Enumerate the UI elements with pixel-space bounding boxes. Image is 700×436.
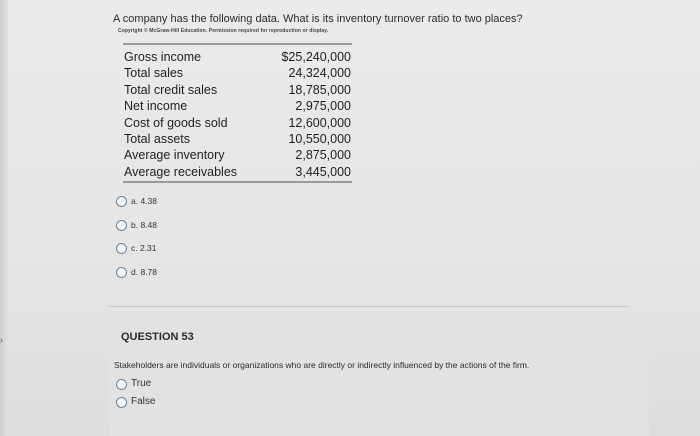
table-row (123, 131, 352, 147)
option-label: b. 8.48 (131, 219, 157, 230)
row-value: $25,240,000 (281, 50, 351, 64)
table-top-rule (123, 43, 352, 45)
row-value: 3,445,000 (295, 164, 351, 179)
table-bottom-rule (123, 181, 352, 183)
radio-button-icon[interactable] (116, 220, 127, 231)
row-value: 24,324,000 (288, 66, 351, 81)
table-row (123, 115, 352, 131)
radio-button-icon[interactable] (116, 267, 127, 278)
row-label: Average inventory (124, 148, 225, 163)
side-arrow-icon: › (0, 335, 3, 345)
row-value: 18,785,000 (288, 82, 351, 97)
row-label: Total credit sales (124, 82, 218, 97)
row-value: 2,975,000 (295, 99, 351, 114)
option-label: True (131, 378, 152, 389)
row-label: Cost of goods sold (124, 115, 228, 130)
row-value: 2,875,000 (295, 148, 351, 163)
radio-button-icon[interactable] (116, 379, 127, 390)
radio-button-icon[interactable] (116, 397, 127, 408)
row-label: Total assets (124, 131, 191, 146)
row-label: Total sales (124, 66, 184, 81)
table-row (123, 65, 352, 81)
financial-data-table (123, 49, 352, 180)
radio-button-icon[interactable] (116, 196, 127, 207)
table-row (123, 49, 352, 65)
option-label: False (131, 396, 156, 407)
table-row (123, 98, 352, 114)
question-number-header: QUESTION 53 (121, 331, 194, 343)
row-label: Average receivables (124, 164, 238, 179)
copyright-notice: Copyright © McGraw-Hill Education. Permission required for reproduction or display. (118, 28, 329, 34)
left-edge (0, 0, 8, 436)
radio-button-icon[interactable] (116, 243, 127, 254)
table-row (123, 82, 352, 98)
row-value: 12,600,000 (288, 115, 351, 130)
table-row (123, 147, 352, 163)
row-label: Gross income (124, 50, 202, 64)
option-label: c. 2.31 (131, 243, 157, 253)
question-53-text: Stakeholders are individuals or organizations who are directly or indirectly influenced by the actions of the firm. (114, 360, 530, 370)
option-label: a. 4.38 (131, 196, 157, 206)
question-text: A company has the following data. What is its inventory turnover ratio to two places? (113, 13, 523, 25)
table-row (123, 164, 352, 180)
row-label: Net income (124, 99, 188, 114)
row-value: 10,550,000 (288, 131, 351, 146)
question-divider (109, 306, 629, 307)
option-label: d. 8.78 (131, 266, 157, 277)
